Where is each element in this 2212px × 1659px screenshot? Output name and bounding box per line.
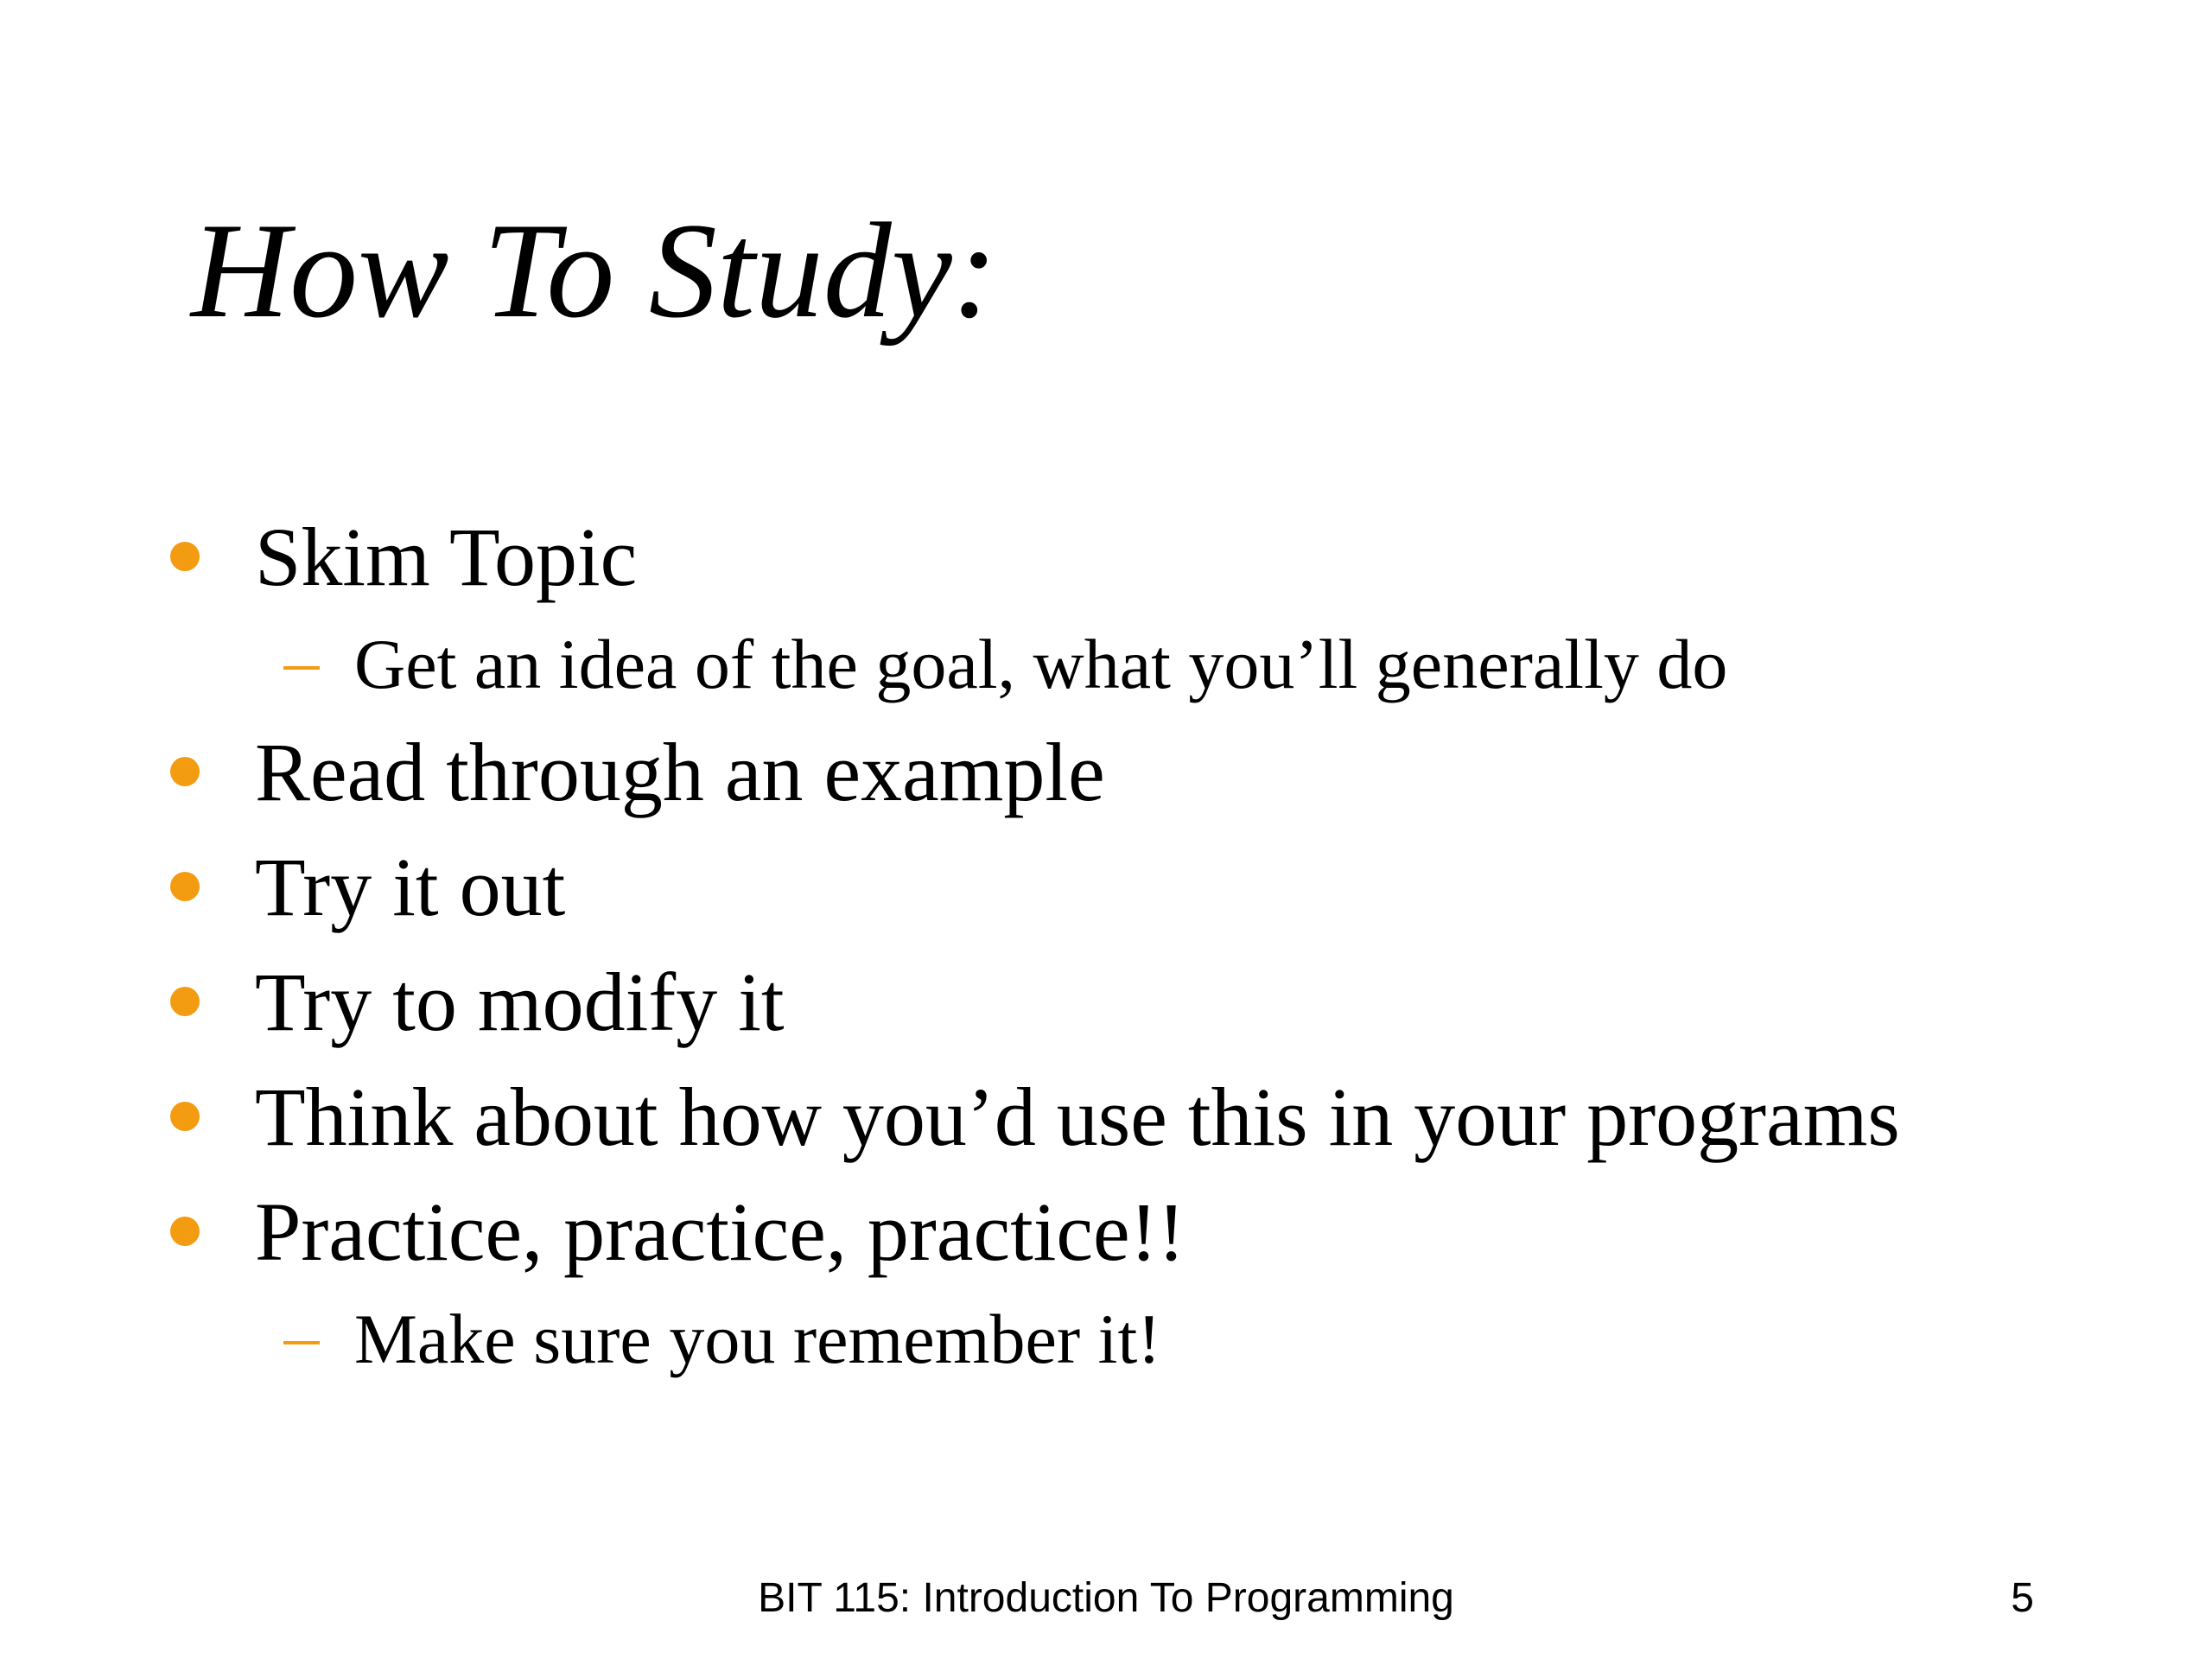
bullet-text: Practice, practice, practice!! (255, 1185, 1185, 1278)
bullet-text: Try it out (255, 841, 566, 933)
sub-bullet-text: Get an idea of the goal, what you’ll generally do (354, 625, 1728, 703)
bullet-dot-icon (170, 542, 200, 571)
bullet-dot-icon (170, 757, 200, 786)
dash-icon (283, 666, 320, 670)
bullet-dot-icon (170, 987, 200, 1016)
page-number: 5 (2011, 1575, 2034, 1621)
sub-bullet-text: Make sure you remember it! (354, 1300, 1161, 1378)
bullet-text: Think about how you’d use this in your programs (255, 1071, 1900, 1163)
slide-title: How To Study: (191, 195, 998, 346)
slide-footer: BIT 115: Introduction To Programming (758, 1575, 1454, 1621)
bullet-text: Skim Topic (255, 511, 638, 603)
bullet-dot-icon (170, 872, 200, 901)
bullet-dot-icon (170, 1217, 200, 1246)
bullet-text: Try to modify it (255, 956, 785, 1048)
bullet-text: Read through an example (255, 726, 1105, 818)
bullet-dot-icon (170, 1102, 200, 1131)
dash-icon (283, 1341, 320, 1344)
